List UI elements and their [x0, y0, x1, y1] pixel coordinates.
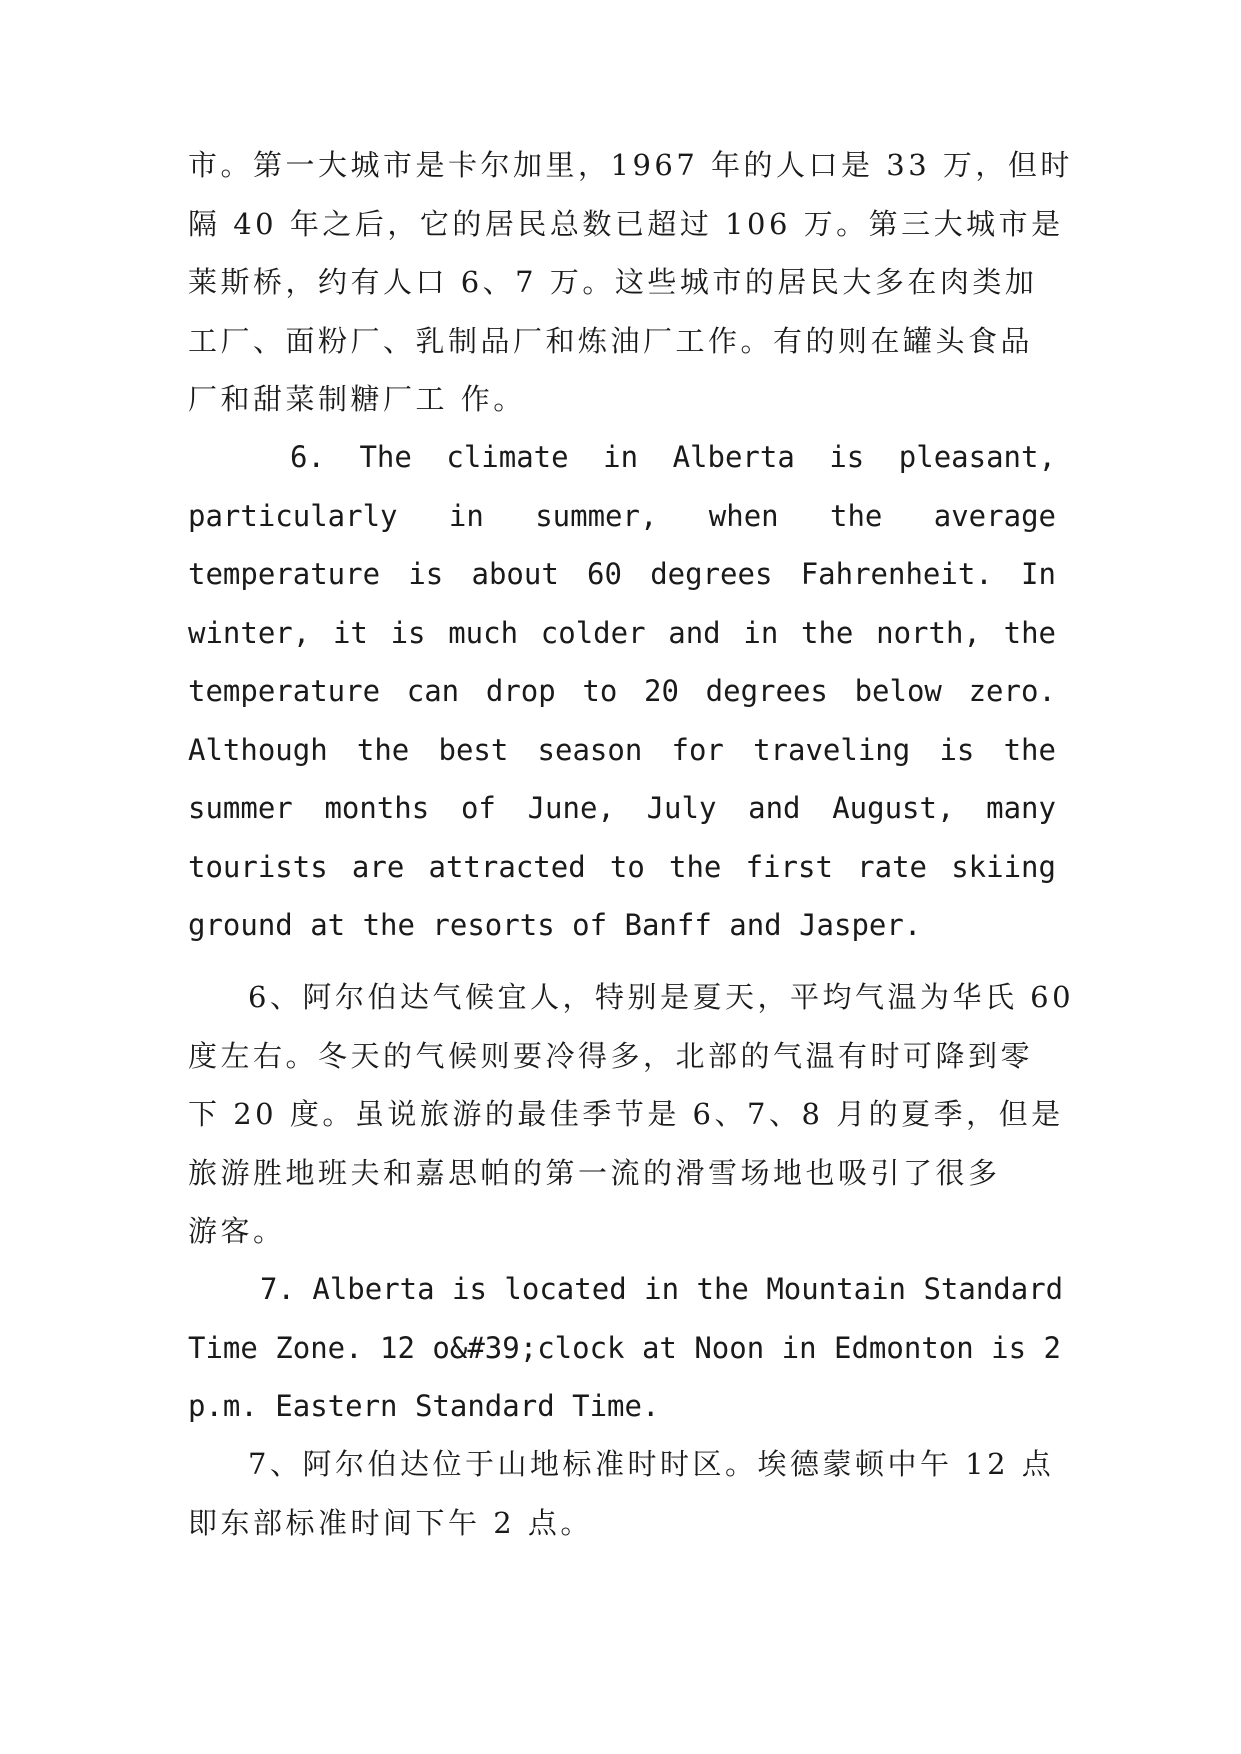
- text-line: p.m. Eastern Standard Time.: [188, 1389, 660, 1423]
- word: season: [537, 732, 643, 767]
- word: much: [448, 615, 519, 650]
- word: rate: [857, 849, 927, 884]
- text-line: Time Zone. 12 o&#39;clock at Noon in Edmonton is 2: [188, 1330, 1061, 1365]
- text-line: 即东部标准时间下午 2 点。: [188, 1505, 593, 1540]
- text-line: ground at the resorts of Banff and Jasper.: [188, 908, 922, 942]
- word: The: [359, 440, 412, 474]
- text-line: 7、阿尔伯达位于山地标准时时区。埃德蒙顿中午 12 点: [248, 1447, 1055, 1481]
- word: temperature: [188, 674, 381, 708]
- text-line: [188, 721, 1056, 780]
- word: Fahrenheit.: [800, 557, 993, 591]
- word: temperature: [188, 557, 381, 591]
- word: degrees: [705, 674, 828, 708]
- word: drop: [485, 674, 556, 708]
- word: about: [471, 557, 559, 591]
- word: particularly: [188, 498, 398, 533]
- word: is: [939, 732, 975, 767]
- word: colder: [540, 615, 646, 650]
- word: first: [745, 849, 833, 884]
- word: 20: [644, 674, 679, 708]
- word: is: [390, 615, 426, 650]
- word: 6.: [290, 440, 325, 474]
- word: are: [351, 849, 405, 884]
- word: in: [603, 440, 639, 474]
- word: north,: [876, 615, 981, 650]
- text-line: 市。第一大城市是卡尔加里，1967 年的人口是 33 万，但时: [188, 148, 1073, 182]
- word: many: [986, 791, 1056, 825]
- word: July: [646, 791, 717, 825]
- word: the: [669, 849, 722, 884]
- word: the: [1003, 615, 1056, 650]
- text-line: [188, 545, 1056, 604]
- word: pleasant,: [898, 440, 1056, 474]
- text-line: [188, 662, 1056, 721]
- word: In: [1021, 557, 1056, 591]
- paragraph-6-chinese: [188, 968, 1075, 1261]
- word: in: [448, 498, 484, 533]
- word: June,: [527, 791, 615, 825]
- word: summer,: [535, 498, 658, 533]
- text-line: [188, 838, 1056, 897]
- word: climate: [446, 440, 569, 474]
- paragraph-7-chinese: [188, 1435, 1056, 1552]
- word: Alberta: [672, 440, 795, 474]
- text-line: 7. Alberta is located in the Mountain Standard: [260, 1272, 1064, 1306]
- word: the: [801, 615, 854, 650]
- word: it: [332, 615, 368, 650]
- word: and: [668, 615, 721, 650]
- word: the: [1003, 732, 1056, 767]
- paragraph-7-english: [188, 1260, 1064, 1436]
- word: for: [671, 732, 724, 767]
- text-line: [188, 487, 1056, 546]
- text-line: 厂和甜菜制糖厂工 作。: [188, 382, 526, 416]
- word: in: [743, 615, 779, 650]
- word: traveling: [753, 732, 911, 767]
- word: is: [408, 557, 444, 591]
- text-line: 莱斯桥，约有人口 6、7 万。这些城市的居民大多在肉类加: [188, 265, 1038, 299]
- text-line: 隔 40 年之后，它的居民总数已超过 106 万。第三大城市是: [188, 206, 1064, 241]
- word: when: [708, 498, 779, 533]
- text-line: 度左右。冬天的气候则要冷得多，北部的气温有时可降到零: [188, 1038, 1034, 1073]
- word: is: [829, 440, 865, 474]
- word: zero.: [968, 674, 1056, 708]
- word: below: [854, 674, 942, 708]
- word: degrees: [650, 557, 773, 591]
- word: to: [582, 674, 618, 708]
- word: average: [933, 498, 1056, 533]
- text-line: 工厂、面粉厂、乳制品厂和炼油厂工作。有的则在罐头食品: [188, 323, 1034, 358]
- word: to: [609, 849, 645, 884]
- word: can: [406, 674, 460, 708]
- word: the: [830, 498, 883, 533]
- word: months: [324, 791, 430, 825]
- word: best: [438, 732, 509, 767]
- paragraph-5-chinese: [188, 136, 1073, 429]
- text-line: 6、阿尔伯达气候宜人，特别是夏天，平均气温为华氏 60: [248, 980, 1075, 1014]
- word: August,: [832, 791, 955, 825]
- text-line: [188, 779, 1056, 838]
- word: the: [356, 732, 410, 767]
- text-line: [188, 428, 1056, 487]
- word: Although: [188, 732, 328, 767]
- text-line: 下 20 度。虽说旅游的最佳季节是 6、7、8 月的夏季，但是: [188, 1097, 1064, 1131]
- word: skiing: [951, 849, 1056, 884]
- text-line: [188, 604, 1056, 663]
- word: summer: [188, 791, 293, 825]
- text-line: 游客。: [188, 1214, 286, 1248]
- word: winter,: [188, 615, 311, 650]
- word: 60: [587, 557, 622, 591]
- word: tourists: [188, 849, 328, 884]
- word: and: [748, 791, 801, 825]
- word: of: [460, 791, 496, 825]
- text-line: 旅游胜地班夫和嘉思帕的第一流的滑雪场地也吸引了很多: [188, 1155, 1001, 1190]
- word: attracted: [428, 849, 586, 884]
- paragraph-6-english: [188, 428, 1056, 955]
